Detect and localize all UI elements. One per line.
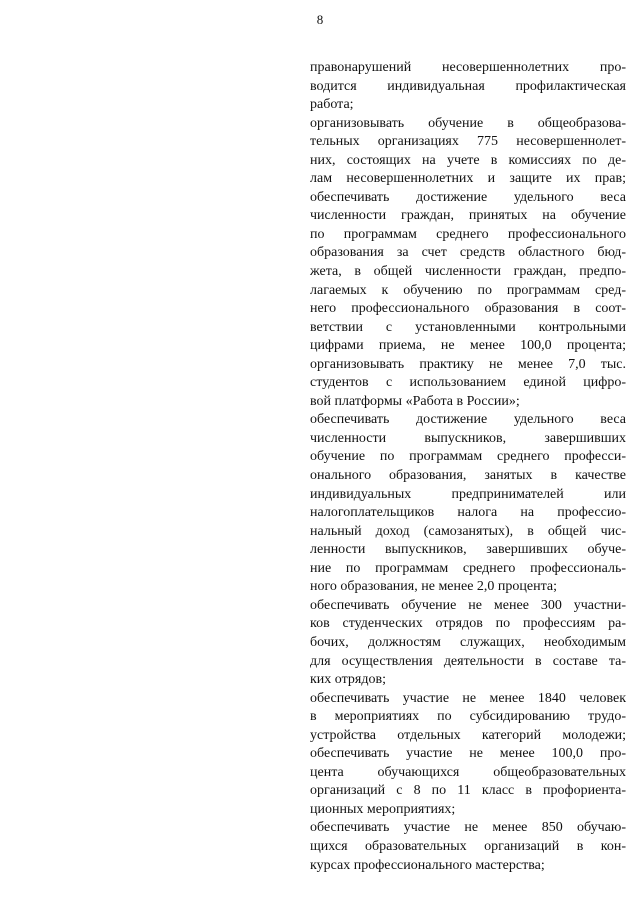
text-line: ветствии с установленными контрольными [310,319,626,335]
text-line: студентов с использованием единой цифро- [310,375,626,391]
text-line: ние по программам среднего профессиональ- [310,560,626,576]
text-line: бочих, должностям служащих, необходимым [310,634,626,650]
text-line: водится индивидуальная профилактическая [310,78,626,94]
text-line: цифрами приема, не менее 100,0 процента; [310,338,626,354]
text-line: тельных организациях 775 несовершеннолет- [310,134,626,150]
text-line: ленности выпускников, завершивших обуче- [310,542,626,558]
text-line: обеспечивать участие не менее 1840 человек [310,690,626,706]
text-line: правонарушений несовершеннолетних про- [310,60,626,75]
text-line: щихся образовательных организаций в кон- [310,838,626,854]
text-line: работа; [310,97,354,113]
text-line: для осуществления деятельности в составе та- [310,653,626,669]
text-line: ких отрядов; [310,672,386,688]
text-line: онального образования, занятых в качестве [310,468,626,484]
page-number: 8 [316,12,324,27]
text-line: численности граждан, принятых на обучение [310,208,626,224]
text-line: организовывать обучение в общеобразова- [310,115,626,131]
text-line: обеспечивать достижение удельного веса [310,189,626,205]
text-line: лагаемых к обучению по программам сред- [310,282,626,298]
text-line: ков студенческих отрядов по профессиям ра- [310,616,626,632]
text-line: обеспечивать участие не менее 850 обучаю- [310,820,626,836]
text-line: лам несовершеннолетних и защите их прав; [310,171,626,187]
text-line: в мероприятиях по субсидированию трудо- [310,709,626,725]
text-line: по программам среднего профессионального [310,226,626,242]
text-line: устройства отдельных категорий молодежи; [310,727,626,743]
text-line: организаций с 8 по 11 класс в профориента- [310,783,626,799]
text-line: них, состоящих на учете в комиссиях по де- [310,152,626,168]
text-line: численности выпускников, завершивших [310,430,626,446]
text-line: вой платформы «Работа в России»; [310,393,520,409]
text-line: обеспечивать достижение удельного веса [310,412,626,428]
text-line: курсах профессионального мастерства; [310,857,545,873]
text-line: цента обучающихся общеобразовательных [310,764,626,780]
text-line: обеспечивать обучение не менее 300 участни- [310,597,626,613]
text-line: образования за счет средств областного бюд- [310,245,626,261]
text-line: налогоплательщиков налога на профессио- [310,505,626,521]
text-line: ного образования, не менее 2,0 процента; [310,579,558,595]
text-line: него профессионального образования в соот- [310,301,626,317]
text-line: обучение по программам среднего професси- [310,449,626,465]
text-line: жета, в общей численности граждан, предпо- [310,264,626,280]
text-line: индивидуальных предпринимателей или [310,486,626,502]
document-body [310,59,626,875]
text-line: нальный доход (самозанятых), в общей чис- [310,523,626,539]
text-line: обеспечивать участие не менее 100,0 про- [310,746,626,762]
text-line: организовывать практику не менее 7,0 тыс. [310,356,626,372]
text-line: ционных мероприятиях; [310,801,456,817]
